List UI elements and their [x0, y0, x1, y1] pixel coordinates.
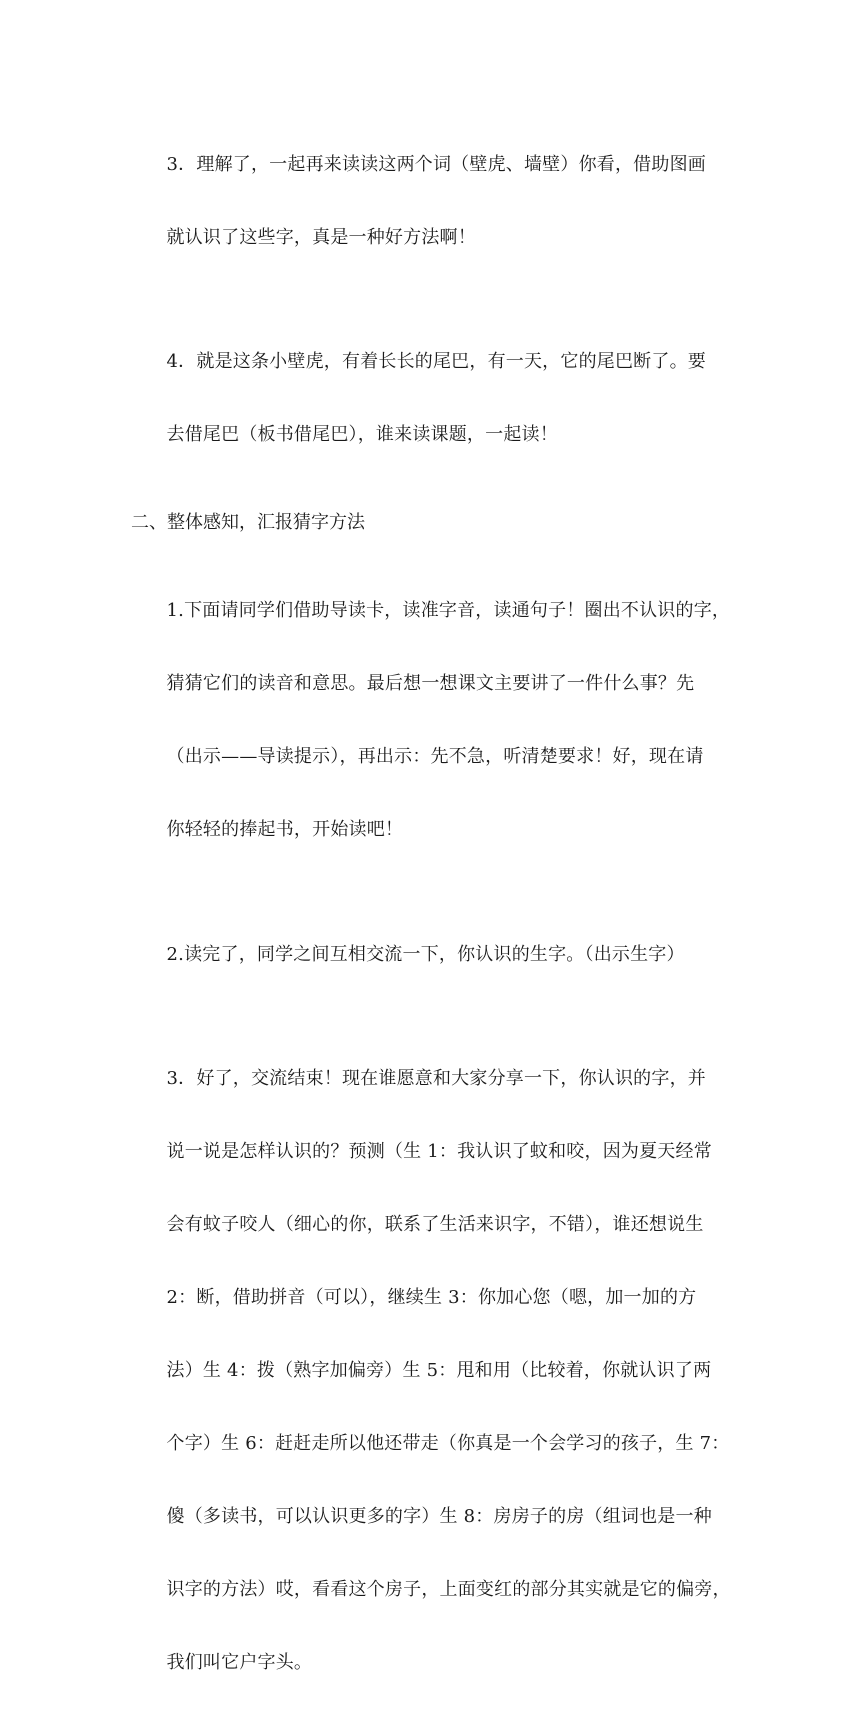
text-line: 2：断，借助拼音（可以），继续生 3：你加心您（嗯，加一加的方 [166, 1287, 697, 1308]
text-line: 4．就是这条小壁虎，有着长长的尾巴，有一天，它的尾巴断了。要 [166, 351, 706, 372]
text-line: 3．理解了，一起再来读读这两个词（壁虎、墙壁）你看，借助图画 [166, 153, 706, 175]
text-line: 3．好了，交流结束！现在谁愿意和大家分享一下，你认识的字，并 [166, 1068, 706, 1089]
text-line: 说一说是怎样认识的？预测（生 1：我认识了蚊和咬，因为夏天经常 [166, 1141, 712, 1162]
paragraph-3-share [131, 1025, 731, 1719]
section-heading-text: 二、整体感知，汇报猜字方法 [131, 512, 365, 533]
text-line: 就认识了这些字，真是一种好方法啊！ [166, 226, 476, 248]
paragraph-3-understand [131, 110, 731, 293]
text-line: 2.读完了，同学之间互相交流一下，你认识的生字。（出示生字） [166, 943, 685, 965]
text-line: 傻（多读书，可以认识更多的字）生 8：房房子的房（组词也是一种 [166, 1506, 712, 1527]
paragraph-1-reading-card [131, 557, 731, 886]
text-line: 去借尾巴（板书借尾巴），谁来读课题，一起读！ [166, 424, 558, 445]
text-line: 1.下面请同学们借助导读卡，读准字音，读通句子！圈出不认识的字， [166, 600, 731, 621]
text-line: 我们叫它户字头。 [166, 1652, 313, 1673]
document-body [131, 110, 731, 1733]
text-line: 会有蚊子咬人（细心的你，联系了生活来识字，不错），谁还想说生 [166, 1214, 704, 1235]
text-line: 你轻轻的捧起书，开始读吧！ [166, 819, 404, 840]
text-line: 法）生 4：拨（熟字加偏旁）生 5：甩和用（比较着，你就认识了两 [166, 1360, 712, 1381]
text-line: （出示——导读提示），再出示：先不急，听清楚要求！好，现在请 [166, 746, 704, 767]
section-heading [131, 505, 731, 542]
paragraph-2-exchange [131, 900, 731, 1010]
text-line: 猜猜它们的读音和意思。最后想一想课文主要讲了一件什么事？先 [166, 673, 695, 694]
text-line: 识字的方法）哎，看看这个房子，上面变红的部分其实就是它的偏旁， [166, 1579, 731, 1600]
paragraph-4-little-gecko [131, 308, 731, 491]
text-line: 个字）生 6：赶赶走所以他还带走（你真是一个会学习的孩子，生 7： [166, 1433, 730, 1454]
